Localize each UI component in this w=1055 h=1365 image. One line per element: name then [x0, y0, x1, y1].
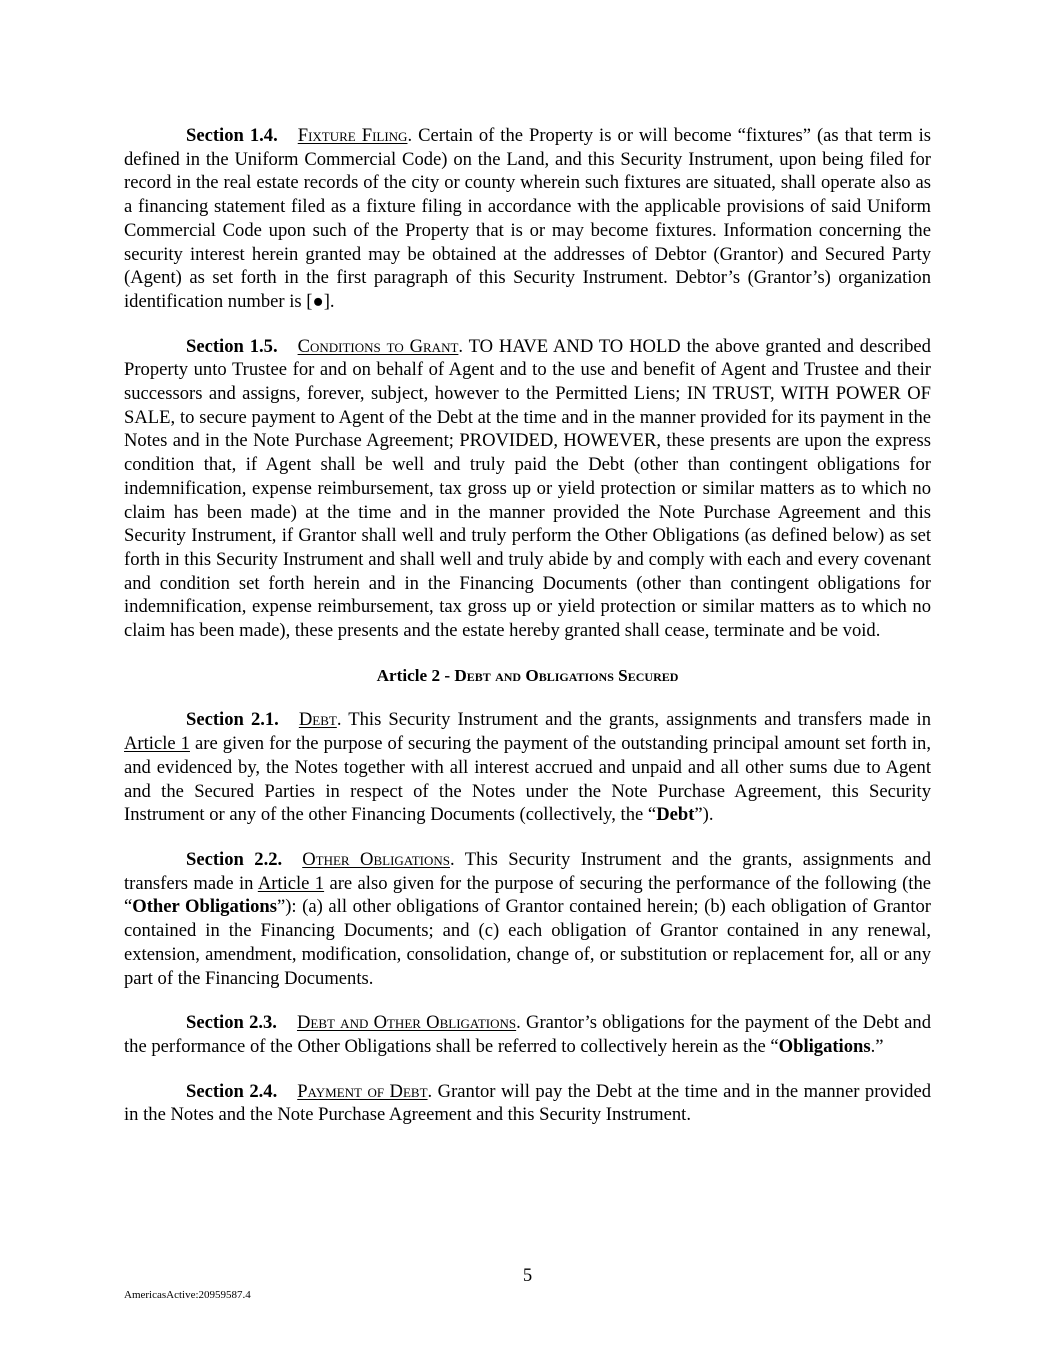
section-caption: Debt: [298, 709, 337, 731]
section-text: . TO HAVE AND TO HOLD the above granted and described Property unto Trustee for and on behalf of Agent and to the use and benefit of Agent and Trustee and their successors and assigns, forever, subject, however to the Permitted Liens; IN TRUST, WITH POWER OF SALE, to secure payment to Agent of the Debt at the time and in the manner provided for its payment in the Notes and in the Note Purchase Agreement; PROVIDED, HOWEVER, these presents are upon the express condition that, if Agent shall be well and truly paid the Debt (other than contingent obligations for indemnification, expense reimbursement, tax gross up or yield protection or similar matters as to which no claim has been made) at the time and in the manner provided the Note Purchase Agreement and this Security Instrument, if Grantor shall well and truly perform the Other Obligations (as defined below) as set forth in this Security Instrument and shall well and truly abide by and comply with each and every covenant and condition set forth herein and in the Financing Documents (other than contingent obligations for indemnification, expense reimbursement, tax gross up or yield protection or similar matters as to which no claim has been made), these presents and the estate hereby granted shall cease, terminate and be void.: [124, 335, 931, 642]
article-label: Article 2 -: [376, 665, 455, 685]
section-text: ”).: [694, 804, 714, 826]
section-2-1: [124, 708, 931, 827]
article-caption: Debt and Obligations Secured: [454, 665, 679, 685]
section-caption: Payment of Debt: [297, 1080, 428, 1102]
section-number: Section 2.1.: [186, 709, 279, 731]
section-1-5: [124, 335, 931, 643]
section-text: ”): (a) all other obligations of Grantor contained herein; (b) each obligation of Grantor contained in the Financing Documents; and (c) each obligation of Grantor contained in any renewal, extension, amendment, modification, consolidation, change of, or substitution or replacement for, all or any part of the Financing Documents.: [124, 896, 931, 989]
section-number: Section 2.2.: [186, 848, 283, 870]
section-text: . This Security Instrument and the grants, assignments and transfers made in: [336, 709, 931, 731]
section-number: Section 2.4.: [186, 1080, 278, 1102]
section-text: .”: [870, 1035, 884, 1057]
defined-term: Other Obligations: [132, 896, 277, 918]
section-text: . This Security Instrument and the grants, assignments and transfers made in: [124, 848, 931, 894]
article-1-reference: Article 1: [124, 733, 190, 755]
section-2-2: [124, 848, 931, 990]
defined-term: Obligations: [778, 1035, 871, 1057]
section-text: . Grantor will pay the Debt at the time and in the manner provided in the Notes and the Note Purchase Agreement and this Security Instrument.: [124, 1080, 931, 1126]
document-id: AmericasActive:20959587.4: [124, 1289, 251, 1301]
section-caption: Other Obligations: [302, 848, 451, 870]
section-caption: Debt and Other Obligations: [296, 1012, 517, 1034]
section-caption: Conditions to Grant: [297, 335, 459, 357]
section-text: are given for the purpose of securing the payment of the outstanding principal amount set forth in, and evidenced by, the Notes together with all interest accrued and unpaid and all other sums due to Agent and the Secured Parties in respect of the Notes under the Note Purchase Agreement, this Security Instrument or any of the other Financing Documents (collectively, the “: [124, 733, 931, 826]
section-text: . Grantor’s obligations for the payment of the Debt and the performance of the Other Obligations shall be referred to collectively herein as the “: [124, 1012, 931, 1057]
section-number: Section 2.3.: [186, 1012, 277, 1034]
section-text: are also given for the purpose of securing the performance of the following (the “: [124, 872, 931, 918]
defined-term: Debt: [656, 804, 695, 826]
article-2-heading: [124, 664, 931, 688]
page-number: 5: [522, 1265, 533, 1286]
section-1-4: [124, 124, 931, 314]
section-number: Section 1.4.: [186, 125, 278, 146]
section-text: . Certain of the Property is or will become “fixtures” (as that term is defined in the Uniform Commercial Code) on the Land, and this Security Instrument, upon being filed for record in the real estate records of the city or county wherein such fixtures are situated, shall operate also as a financing statement filed as a fixture filing in accordance with the applicable provisions of said Uniform Commercial Code upon such of the Property that is or may become fixtures. Information concerning the security interest herein granted may be obtained at the addresses of Debtor (Grantor) and Secured Party (Agent) as set forth in the first paragraph of this Security Instrument. Debtor’s (Grantor’s) organization identification number is [●].: [124, 125, 931, 312]
document-body: [124, 124, 931, 1148]
section-2-3: [124, 1011, 931, 1058]
section-2-4: [124, 1080, 931, 1127]
section-caption: Fixture Filing: [297, 125, 408, 146]
section-number: Section 1.5.: [186, 335, 278, 357]
article-1-reference: Article 1: [257, 872, 325, 894]
